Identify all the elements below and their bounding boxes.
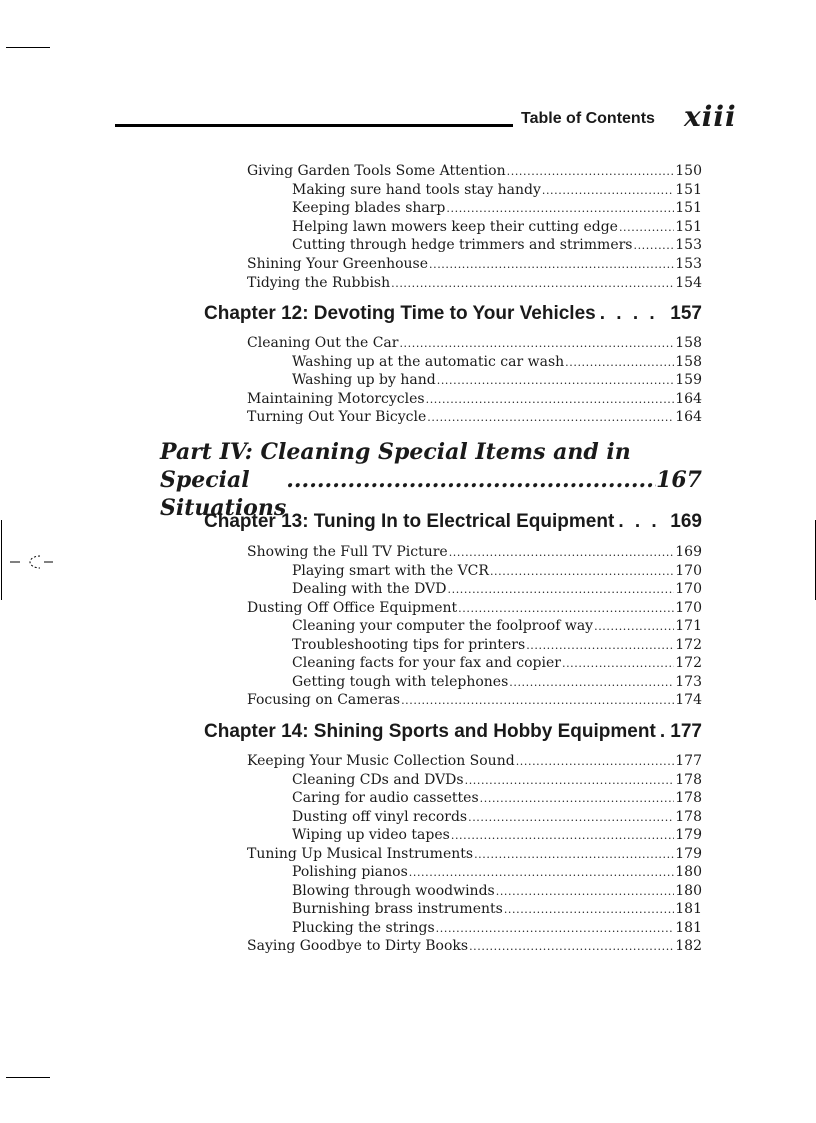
page-ref: 174: [675, 692, 702, 708]
toc-entry[interactable]: Tidying the Rubbish ..... 154: [247, 274, 702, 293]
leader-dots: [448, 580, 675, 599]
leader-dots: [465, 771, 675, 790]
toc-subentry[interactable]: Blowing through woodwinds ..... 180: [292, 882, 702, 901]
leader-dots: [468, 808, 674, 827]
leader-dots: [426, 390, 675, 409]
toc-subentry[interactable]: Getting tough with telephones ..... 173: [292, 673, 702, 692]
toc-subentry[interactable]: Dealing with the DVD ..... 170: [292, 580, 702, 599]
page-ref: 171: [675, 618, 702, 634]
toc-entry[interactable]: Dusting Off Office Equipment ..... 170: [247, 599, 702, 618]
leader-dots: [436, 919, 675, 938]
leader-dots: [286, 466, 656, 494]
page-ref: 167: [656, 467, 702, 493]
page-ref: 172: [675, 637, 702, 653]
toc-subentry[interactable]: Caring for audio cassettes ..... 178: [292, 789, 702, 808]
leader-dots: [633, 236, 674, 255]
page-ref: 158: [675, 354, 702, 370]
toc-subentry[interactable]: Making sure hand tools stay handy ..... 151: [292, 181, 702, 200]
page-ref: 177: [675, 753, 702, 769]
page-ref: 180: [675, 864, 702, 880]
page-ref: 182: [675, 938, 702, 954]
leader-dots: [526, 636, 674, 655]
page-ref: 151: [675, 200, 702, 216]
header-rule: [115, 124, 513, 127]
toc-subentry[interactable]: Polishing pianos ..... 180: [292, 863, 702, 882]
page-ref: 164: [675, 409, 702, 425]
toc-subentry[interactable]: Cleaning facts for your fax and copier ..... 172: [292, 654, 702, 673]
leader-dots: [600, 302, 667, 326]
toc-entry[interactable]: Focusing on Cameras ..... 174: [247, 691, 702, 710]
page-ref: 178: [675, 772, 702, 788]
registration-mark-icon: [10, 548, 54, 576]
leader-dots: [542, 181, 674, 200]
leader-dots: [619, 218, 674, 237]
leader-dots: [516, 752, 675, 771]
leader-dots: [401, 691, 674, 710]
crop-mark: [6, 1077, 50, 1078]
page-ref: 153: [675, 256, 702, 272]
leader-dots: [660, 720, 666, 744]
page-ref: 151: [675, 219, 702, 235]
toc-entry[interactable]: Saying Goodbye to Dirty Books ..... 182: [247, 937, 702, 956]
toc-subentry[interactable]: Wiping up video tapes ..... 179: [292, 826, 702, 845]
toc-entry[interactable]: Showing the Full TV Picture ..... 169: [247, 543, 702, 562]
page-ref: 153: [675, 237, 702, 253]
leader-dots: [594, 617, 674, 636]
page-ref: 179: [675, 846, 702, 862]
leader-dots: [496, 882, 675, 901]
leader-dots: [449, 543, 675, 562]
toc-subentry[interactable]: Plucking the strings ..... 181: [292, 919, 702, 938]
chapter-heading[interactable]: Chapter 13: Tuning In to Electrical Equipment . . . 169: [204, 510, 702, 534]
page-ref: 181: [675, 920, 702, 936]
toc-subentry[interactable]: Keeping blades sharp ..... 151: [292, 199, 702, 218]
leader-dots: [391, 274, 674, 293]
leader-dots: [490, 562, 674, 581]
page-ref: 154: [675, 275, 702, 291]
leader-dots: [458, 599, 674, 618]
leader-dots: [507, 162, 675, 181]
page-ref: 180: [675, 883, 702, 899]
toc-subentry[interactable]: Cutting through hedge trimmers and strimmers ..... 153: [292, 236, 702, 255]
page-ref: 164: [675, 391, 702, 407]
chapter-heading[interactable]: Chapter 14: Shining Sports and Hobby Equipment . . . 177: [204, 720, 702, 744]
toc-subentry[interactable]: Burnishing brass instruments ..... 181: [292, 900, 702, 919]
page-ref: 158: [675, 335, 702, 351]
leader-dots: [429, 255, 674, 274]
toc-subentry[interactable]: Playing smart with the VCR ..... 170: [292, 562, 702, 581]
toc-entry[interactable]: Giving Garden Tools Some Attention ..... 150: [247, 162, 702, 181]
page-number: xiii: [684, 100, 737, 133]
toc-entry[interactable]: Cleaning Out the Car ..... 158: [247, 334, 702, 353]
toc-entry[interactable]: Shining Your Greenhouse ..... 153: [247, 255, 702, 274]
page-ref: 169: [675, 544, 702, 560]
page-ref: 170: [675, 600, 702, 616]
leader-dots: [427, 408, 674, 427]
page-ref: 181: [675, 901, 702, 917]
leader-dots: [562, 654, 674, 673]
toc-subentry[interactable]: Cleaning your computer the foolproof way ..... 171: [292, 617, 702, 636]
toc-subentry[interactable]: Dusting off vinyl records ..... 178: [292, 808, 702, 827]
crop-mark: [6, 47, 50, 48]
leader-dots: [509, 673, 674, 692]
part-title-line1: Part IV: Cleaning Special Items and in: [160, 439, 631, 465]
leader-dots: [437, 371, 675, 390]
leader-dots: [469, 937, 674, 956]
page-ref: 159: [675, 372, 702, 388]
running-header-title: Table of Contents: [521, 110, 655, 127]
leader-dots: [474, 845, 674, 864]
part-title-line2: Special Situations: [160, 467, 287, 521]
leader-dots: [480, 789, 675, 808]
page-ref: 170: [675, 581, 702, 597]
page-ref: 173: [675, 674, 702, 690]
page-ref: 157: [670, 303, 702, 324]
leader-dots: [451, 826, 674, 845]
page-ref: 179: [675, 827, 702, 843]
toc-subentry[interactable]: Cleaning CDs and DVDs ..... 178: [292, 771, 702, 790]
toc-subentry[interactable]: Washing up at the automatic car wash ..... 158: [292, 353, 702, 372]
leader-dots: [565, 353, 674, 372]
page-ref: 178: [675, 790, 702, 806]
toc-entry[interactable]: Maintaining Motorcycles ..... 164: [247, 390, 702, 409]
toc-subentry[interactable]: Troubleshooting tips for printers ..... 172: [292, 636, 702, 655]
chapter-heading[interactable]: Chapter 12: Devoting Time to Your Vehicles . . . 157: [204, 302, 702, 326]
toc-entry[interactable]: Keeping Your Music Collection Sound ..... 177: [247, 752, 702, 771]
crop-mark: [1, 520, 2, 600]
page-ref: 151: [675, 182, 702, 198]
toc-subentry[interactable]: Helping lawn mowers keep their cutting edge ..... 151: [292, 218, 702, 237]
page-ref: 177: [670, 721, 702, 742]
toc-subentry[interactable]: Washing up by hand ..... 159: [292, 371, 702, 390]
toc-entry[interactable]: Turning Out Your Bicycle ..... 164: [247, 408, 702, 427]
page-ref: 169: [670, 511, 702, 532]
leader-dots: [409, 863, 675, 882]
leader-dots: [504, 900, 674, 919]
page-ref: 170: [675, 563, 702, 579]
leader-dots: [446, 199, 674, 218]
toc-entry[interactable]: Tuning Up Musical Instruments ..... 179: [247, 845, 702, 864]
page-ref: 178: [675, 809, 702, 825]
leader-dots: [618, 510, 666, 534]
page-ref: 150: [675, 163, 702, 179]
page-ref: 172: [675, 655, 702, 671]
leader-dots: [399, 334, 674, 353]
